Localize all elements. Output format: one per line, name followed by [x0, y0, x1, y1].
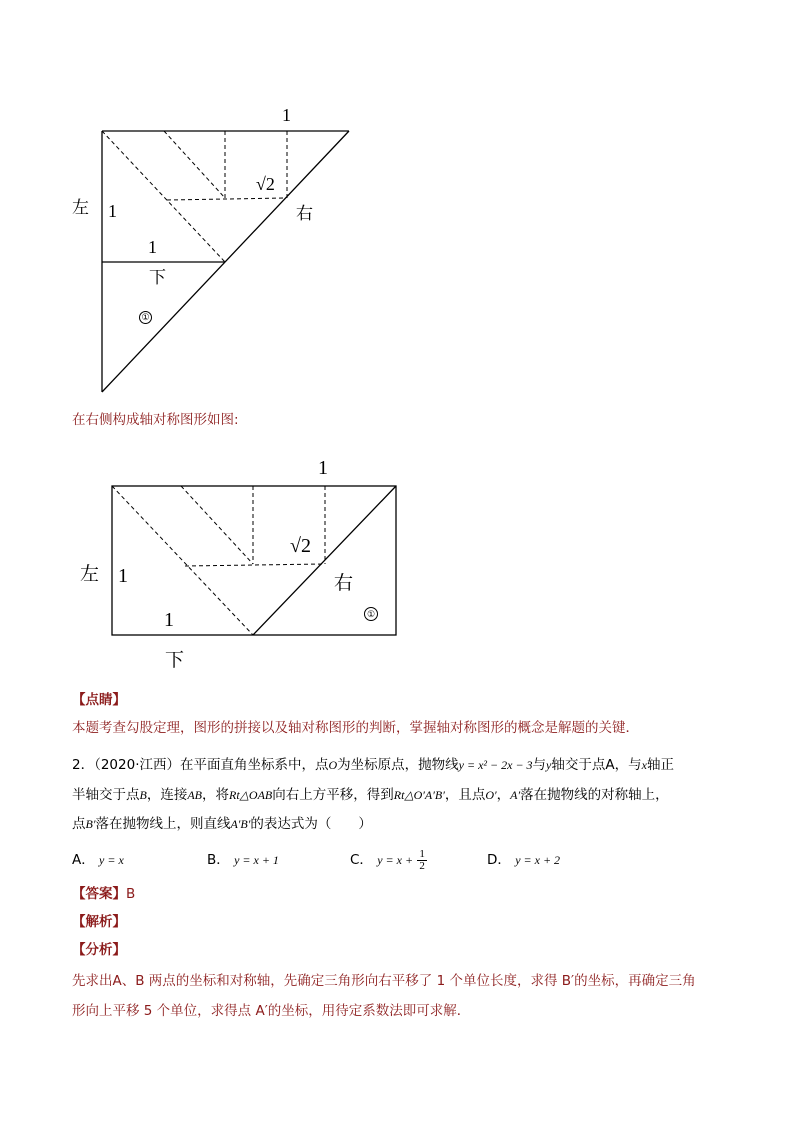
problem-text: ，且点 — [444, 787, 486, 803]
fig2-dash-diagonal-short — [181, 486, 253, 564]
fig2-left-one: 1 — [118, 565, 128, 587]
problem-text: 2．（2020·江西）在平面直角坐标系中，点 — [72, 757, 329, 773]
option-c-label: C． — [350, 852, 373, 868]
problem-text: 与 — [532, 757, 547, 773]
math-O: O — [328, 758, 338, 772]
option-b[interactable] — [207, 850, 279, 870]
problem-text: ，将 — [202, 787, 230, 803]
math-A-prime-B-prime: A′B′ — [230, 817, 251, 831]
fig1-left-label: 左 — [72, 198, 89, 218]
option-d-expr: y = x + 2 — [515, 853, 561, 867]
math-parabola: y = x² − 2x − 3 — [458, 758, 533, 772]
problem-text: 点 — [72, 816, 86, 832]
fig1-left-one: 1 — [108, 201, 117, 221]
math-x-axis: x — [641, 758, 647, 772]
figure-caption: 在右侧构成轴对称图形如图: — [72, 412, 239, 428]
problem-text: ， — [496, 787, 511, 803]
fig2-top-one: 1 — [318, 457, 328, 479]
math-A-prime: A′ — [510, 788, 521, 802]
option-c-denominator: 2 — [419, 859, 425, 872]
fenxi-heading: 【分析】 — [72, 942, 126, 958]
problem-text: 的表达式为（ ） — [250, 816, 372, 832]
problem-text: 轴交于点A，与 — [551, 757, 642, 773]
problem-line-1 — [72, 755, 674, 775]
fig2-left-label: 左 — [80, 563, 100, 585]
math-rt-oab: Rt△OAB — [229, 788, 273, 802]
problem-text: 半轴交于点 — [72, 787, 140, 803]
answer-heading: 【答案】 — [72, 886, 126, 902]
option-b-expr: y = x + 1 — [234, 853, 279, 867]
fig1-top-one: 1 — [282, 105, 291, 125]
fig2-down-label: 下 — [165, 649, 185, 671]
fig2-rectangle — [112, 486, 396, 635]
problem-text: 为坐标原点，抛物线 — [337, 757, 459, 773]
fig2-right-label: 右 — [334, 572, 354, 594]
math-rt-oab-prime: Rt△O′A′B′ — [393, 788, 445, 802]
answer-line — [72, 884, 135, 904]
fig1-circle-one: ① — [139, 311, 152, 324]
option-d-label: D． — [487, 852, 511, 868]
option-d[interactable] — [487, 850, 560, 870]
math-B: B — [139, 788, 147, 802]
option-c-fraction — [417, 849, 427, 872]
fig2-bottom-one: 1 — [164, 609, 174, 631]
fenxi-line-1: 先求出A、B 两点的坐标和对称轴，先确定三角形向右平移了 1 个单位长度，求得 B′的坐标，再确定三角 — [72, 973, 696, 989]
fig1-down-label: 下 — [149, 268, 166, 288]
figure-1-diagram — [0, 0, 400, 400]
fig1-dash-diagonal-long — [102, 131, 225, 262]
dianjing-body: 本题考查勾股定理，图形的拼接以及轴对称图形的判断，掌握轴对称图形的概念是解题的关键． — [72, 720, 639, 736]
problem-text: 落在抛物线上，则直线 — [95, 816, 231, 832]
math-AB: AB — [187, 788, 203, 802]
option-a-label: A． — [72, 852, 95, 868]
fig2-dash-horizontal — [185, 564, 324, 566]
fig2-dash-diagonal-long — [112, 486, 253, 635]
problem-text: 轴正 — [646, 757, 674, 773]
math-y-axis: y — [546, 758, 552, 772]
fig1-sqrt2: √2 — [256, 174, 275, 194]
math-O-prime: O′ — [485, 788, 497, 802]
problem-text: 向右上方平移，得到 — [272, 787, 394, 803]
answer-value: B — [126, 886, 136, 902]
option-b-label: B． — [207, 852, 230, 868]
jiexi-heading: 【解析】 — [72, 914, 126, 930]
fig2-circle-one: ① — [364, 607, 378, 621]
option-a-expr: y = x — [99, 853, 124, 867]
option-a[interactable] — [72, 850, 124, 870]
fig1-right-label: 右 — [296, 204, 313, 224]
figure-2-diagram — [0, 440, 420, 660]
fig1-dash-diagonal-short — [164, 131, 225, 198]
option-c-numerator: 1 — [419, 847, 425, 860]
option-c[interactable] — [350, 846, 427, 874]
math-B-prime: B′ — [85, 817, 96, 831]
fig1-dash-horizontal — [167, 198, 286, 200]
problem-line-2 — [72, 785, 669, 805]
problem-text: ，连接 — [146, 787, 188, 803]
fig2-sqrt2: √2 — [290, 535, 311, 557]
fenxi-line-2: 形向上平移 5 个单位，求得点 A′的坐标，用待定系数法即可求解． — [72, 1003, 471, 1019]
fig1-mid-one: 1 — [148, 237, 157, 257]
option-c-expr: y = x + — [377, 853, 414, 867]
dianjing-heading: 【点睛】 — [72, 692, 126, 708]
problem-line-3 — [72, 814, 372, 834]
problem-text: 落在抛物线的对称轴上， — [520, 787, 669, 803]
